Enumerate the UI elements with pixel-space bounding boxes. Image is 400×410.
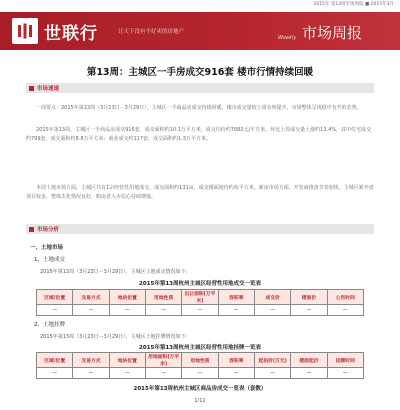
company-slogan: 让天下没有不好卖的房地产 xyxy=(118,29,185,35)
table-cell: — xyxy=(73,368,109,379)
table-cell: — xyxy=(145,305,181,316)
table-cell: — xyxy=(254,368,290,379)
table-row xyxy=(37,305,364,316)
table-header-cell: 地块位置 xyxy=(109,290,145,305)
table-cell: — xyxy=(254,305,290,316)
logo-box xyxy=(12,18,38,44)
table-header-cell: 楼面起价 xyxy=(291,353,327,368)
table-header-cell: 地块位置 xyxy=(109,353,145,368)
land-deal-table xyxy=(36,289,364,316)
analysis-heading: 市场分析 xyxy=(37,227,60,233)
table-cell: — xyxy=(37,368,73,379)
summary-paragraph-2: 2015年第13周，主城区一手商品房成交916套，成交面积约10.1万平方米，成交均价约7682元/平方米，环比上周成交量上涨约13.4%，其中住宅成交约799套，成交面积约8.8万平方米；商业成交约117套，成交面积约1.3万平方米。 xyxy=(26,127,372,142)
table-cell: — xyxy=(218,305,254,316)
table-cell: — xyxy=(182,368,218,379)
table-header-cell: 成交价 xyxy=(254,290,290,305)
sales-table-caption: 2015年第13周杭州主城区商品房成交一览表（套数） xyxy=(133,386,267,392)
table-cell: — xyxy=(291,305,327,316)
table-header-cell: 区域/位置 xyxy=(37,290,73,305)
table-header-cell: 用地性质 xyxy=(182,353,218,368)
page-number: 1/11 xyxy=(194,398,206,404)
report-title: 市场周报 xyxy=(302,24,363,42)
company-logo-icon xyxy=(16,22,34,40)
logo-text: 世联行 xyxy=(44,24,98,44)
table-header-row xyxy=(37,290,364,305)
land-deal-subtitle: 1、土地成交 xyxy=(34,257,65,263)
land-deal-table-caption: 2015年第13周杭州主城区经营性用地成交一览表 xyxy=(139,281,261,287)
table-header-cell: 出让面积(万平米) xyxy=(182,290,218,305)
table-header-cell: 区域/位置 xyxy=(37,353,73,368)
land-listing-table-caption: 2015年第13周杭州主城区经营性用地挂牌一览表 xyxy=(139,345,261,351)
main-title: 第13周：主城区一手房成交916套 楼市行情持续回暖 xyxy=(86,67,314,78)
land-market-title: 一、土地市场 xyxy=(30,245,64,251)
table-cell: — xyxy=(182,305,218,316)
table-header-cell: 用地性质 xyxy=(145,290,181,305)
table-cell: — xyxy=(37,305,73,316)
table-cell: — xyxy=(218,368,254,379)
land-listing-table xyxy=(36,352,364,379)
table-cell: — xyxy=(145,368,181,379)
summary-heading: 市场速递 xyxy=(37,86,60,92)
table-cell: — xyxy=(327,368,363,379)
table-cell: — xyxy=(327,305,363,316)
land-deal-note: 2015年第13周（3月23日－3月29日），主城区土地成交情况如下： xyxy=(40,269,191,275)
table-header-cell: 公告时间 xyxy=(327,290,363,305)
analysis-section-header xyxy=(26,224,374,234)
table-cell: — xyxy=(73,305,109,316)
table-header-cell: 交易方式 xyxy=(73,290,109,305)
summary-paragraph-1: 一周要点：2015年第13周（3月23日－3月29日），主城区一手商品房成交持续回暖，楼市成交量较上周有所提升，市场整体呈现稳中有升的态势。 xyxy=(36,105,362,111)
table-cell: — xyxy=(291,368,327,379)
summary-paragraph-3: 本周土地市场方面，主城区共有1宗经营性用地成交，成交面积约131亩，成交楼面地价约每平方米。新房市场方面，开发商推盘节奏加快，主城区新开盘项目较多，整体去化情况良好，购房者入市信心持续增强。 xyxy=(26,185,374,200)
table-header-cell: 容积率 xyxy=(218,290,254,305)
table-header-cell: 挂牌时间 xyxy=(327,353,363,368)
section-marker-icon xyxy=(29,227,34,232)
table-row xyxy=(37,368,364,379)
table-cell: — xyxy=(109,305,145,316)
table-header-cell: 楼面价 xyxy=(291,290,327,305)
english-tag: Weekly xyxy=(278,35,297,41)
summary-section-header xyxy=(26,83,374,93)
table-header-row xyxy=(37,353,364,368)
table-header-cell: 容积率 xyxy=(218,353,254,368)
top-meta: 2015年 第13周市场周报 ■ 2015年3月 xyxy=(313,2,394,7)
land-listing-subtitle: 2、土地挂牌 xyxy=(34,322,65,328)
table-header-cell: 用地面积(万平米) xyxy=(145,353,181,368)
table-header-cell: 交易方式 xyxy=(73,353,109,368)
section-marker-icon xyxy=(29,86,34,91)
land-listing-note: 2015年第13周（3月23日－3月29日），主城区土地挂牌情况如下： xyxy=(40,334,191,340)
table-header-cell: 起拍价(万元) xyxy=(254,353,290,368)
header-banner xyxy=(0,12,400,50)
table-cell: — xyxy=(109,368,145,379)
